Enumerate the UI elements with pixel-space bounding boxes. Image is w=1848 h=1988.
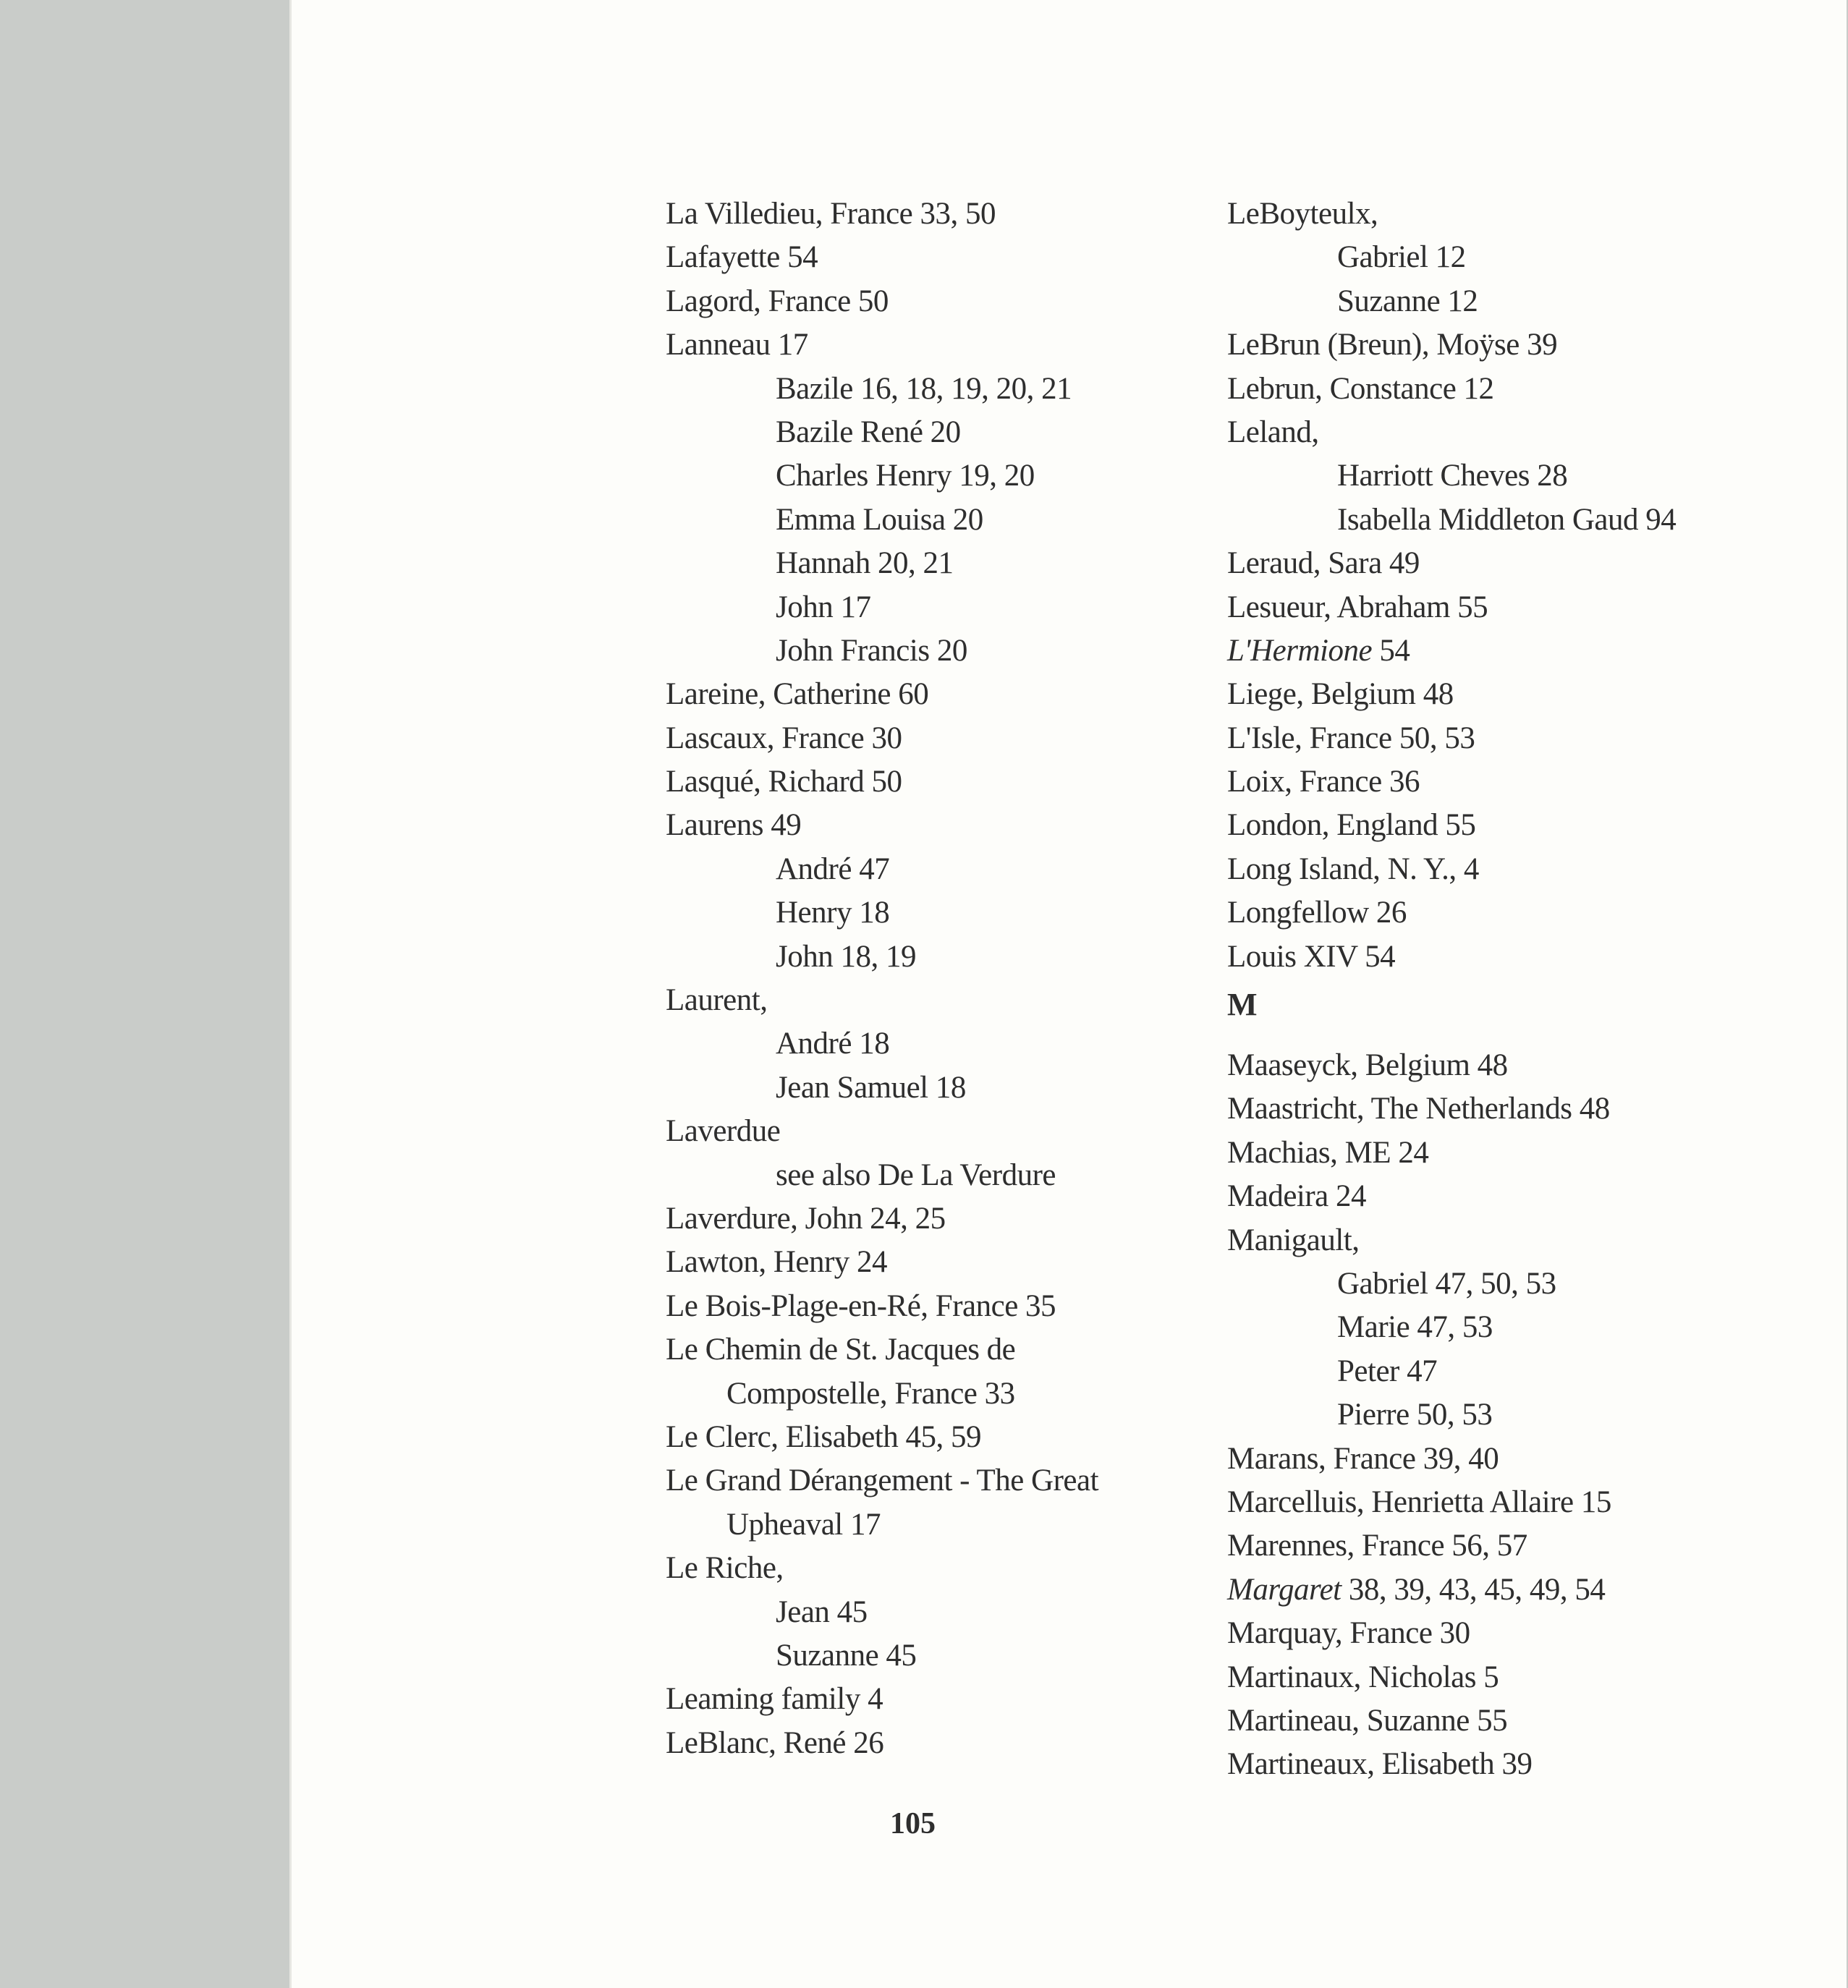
index-column-right bbox=[1227, 192, 1777, 1787]
index-subentry: Emma Louisa 20 bbox=[776, 502, 983, 537]
index-subentry: Peter 47 bbox=[1337, 1354, 1438, 1388]
index-entry: Lanneau 17 bbox=[666, 328, 808, 362]
index-entry: Lesueur, Abraham 55 bbox=[1227, 590, 1488, 624]
index-subentry: Upheaval 17 bbox=[726, 1507, 881, 1542]
index-subentry: John 18, 19 bbox=[776, 939, 916, 974]
index-subentry: Henry 18 bbox=[776, 896, 890, 930]
index-entry: Laurent, bbox=[666, 983, 768, 1018]
index-subentry: Compostelle, France 33 bbox=[726, 1376, 1015, 1411]
index-entry: Maaseyck, Belgium 48 bbox=[1227, 1048, 1508, 1083]
index-entry: Leraud, Sara 49 bbox=[1227, 546, 1420, 581]
section-heading: M bbox=[1227, 987, 1258, 1023]
index-subentry: John Francis 20 bbox=[776, 633, 967, 668]
index-subentry: Suzanne 45 bbox=[776, 1638, 917, 1673]
index-subentry: Jean 45 bbox=[776, 1594, 868, 1629]
index-entry: Le Grand Dérangement - The Great bbox=[666, 1464, 1099, 1498]
index-entry: Manigault, bbox=[1227, 1223, 1360, 1257]
index-entry: Madeira 24 bbox=[1227, 1179, 1367, 1214]
italic-title: Margaret bbox=[1227, 1572, 1342, 1607]
index-entry: Lebrun, Constance 12 bbox=[1227, 371, 1494, 406]
index-subentry: Harriott Cheves 28 bbox=[1337, 459, 1568, 493]
index-subentry: Gabriel 47, 50, 53 bbox=[1337, 1266, 1556, 1301]
index-entry: Long Island, N. Y., 4 bbox=[1227, 851, 1479, 886]
index-subentry: Pierre 50, 53 bbox=[1337, 1398, 1493, 1432]
index-subentry: Suzanne 12 bbox=[1337, 284, 1478, 318]
index-entry: L'Isle, France 50, 53 bbox=[1227, 721, 1475, 755]
index-entry: Martineaux, Elisabeth 39 bbox=[1227, 1747, 1533, 1782]
index-entry: LeBrun (Breun), Moÿse 39 bbox=[1227, 328, 1558, 362]
index-entry: Le Riche, bbox=[666, 1551, 784, 1586]
index-entry: Le Clerc, Elisabeth 45, 59 bbox=[666, 1419, 981, 1454]
italic-title: L'Hermione bbox=[1227, 633, 1373, 668]
index-subentry: Charles Henry 19, 20 bbox=[776, 459, 1035, 493]
index-entry: La Villedieu, France 33, 50 bbox=[666, 197, 996, 231]
index-entry: Laverdure, John 24, 25 bbox=[666, 1201, 946, 1236]
index-subentry: Isabella Middleton Gaud 94 bbox=[1337, 502, 1677, 537]
index-entry: Longfellow 26 bbox=[1227, 896, 1407, 930]
index-entry: Lawton, Henry 24 bbox=[666, 1245, 888, 1280]
index-subentry: Bazile 16, 18, 19, 20, 21 bbox=[776, 371, 1072, 406]
index-entry: Martineau, Suzanne 55 bbox=[1227, 1703, 1508, 1738]
book-page bbox=[289, 0, 1847, 1988]
index-subentry: Hannah 20, 21 bbox=[776, 546, 954, 581]
index-entry: Lasqué, Richard 50 bbox=[666, 765, 902, 799]
page-refs: 38, 39, 43, 45, 49, 54 bbox=[1341, 1572, 1606, 1607]
index-entry: Marcelluis, Henrietta Allaire 15 bbox=[1227, 1484, 1611, 1519]
index-subentry: Marie 47, 53 bbox=[1337, 1310, 1493, 1345]
index-entry: Leaming family 4 bbox=[666, 1682, 883, 1717]
index-subentry: Bazile René 20 bbox=[776, 415, 961, 449]
index-entry: Lareine, Catherine 60 bbox=[666, 677, 929, 712]
index-subentry: André 18 bbox=[776, 1027, 890, 1061]
index-entry: Liege, Belgium 48 bbox=[1227, 677, 1454, 712]
index-entry: Marquay, France 30 bbox=[1227, 1616, 1470, 1651]
index-entry: London, England 55 bbox=[1227, 808, 1476, 843]
index-entry: Lafayette 54 bbox=[666, 240, 818, 275]
page-refs: 54 bbox=[1372, 633, 1410, 668]
index-entry: Leland, bbox=[1227, 415, 1319, 449]
index-entry: Loix, France 36 bbox=[1227, 765, 1420, 799]
index-entry: Lagord, France 50 bbox=[666, 284, 889, 318]
page-number: 105 bbox=[890, 1807, 936, 1840]
index-subentry: Gabriel 12 bbox=[1337, 240, 1466, 275]
index-entry bbox=[1227, 1568, 1777, 1612]
index-entry: LeBlanc, René 26 bbox=[666, 1725, 884, 1760]
index-entry bbox=[1227, 629, 1777, 673]
index-subentry: André 47 bbox=[776, 851, 890, 886]
index-entry: Machias, ME 24 bbox=[1227, 1135, 1429, 1170]
index-subentry: John 17 bbox=[776, 590, 871, 624]
index-entry: Marennes, France 56, 57 bbox=[1227, 1529, 1527, 1563]
index-entry: Le Bois-Plage-en-Ré, France 35 bbox=[666, 1288, 1056, 1323]
index-entry: Martinaux, Nicholas 5 bbox=[1227, 1660, 1499, 1694]
index-subentry: Jean Samuel 18 bbox=[776, 1070, 966, 1105]
index-column-left bbox=[666, 192, 1245, 1765]
index-entry: Le Chemin de St. Jacques de bbox=[666, 1333, 1016, 1367]
index-entry: Marans, France 39, 40 bbox=[1227, 1441, 1499, 1476]
index-subentry: see also De La Verdure bbox=[776, 1157, 1056, 1192]
index-entry: LeBoyteulx, bbox=[1227, 197, 1378, 231]
index-entry: Lascaux, France 30 bbox=[666, 721, 902, 755]
index-entry: Louis XIV 54 bbox=[1227, 939, 1396, 974]
index-entry: Laverdue bbox=[666, 1114, 781, 1149]
index-entry: Maastricht, The Netherlands 48 bbox=[1227, 1092, 1610, 1126]
index-entry: Laurens 49 bbox=[666, 808, 802, 843]
